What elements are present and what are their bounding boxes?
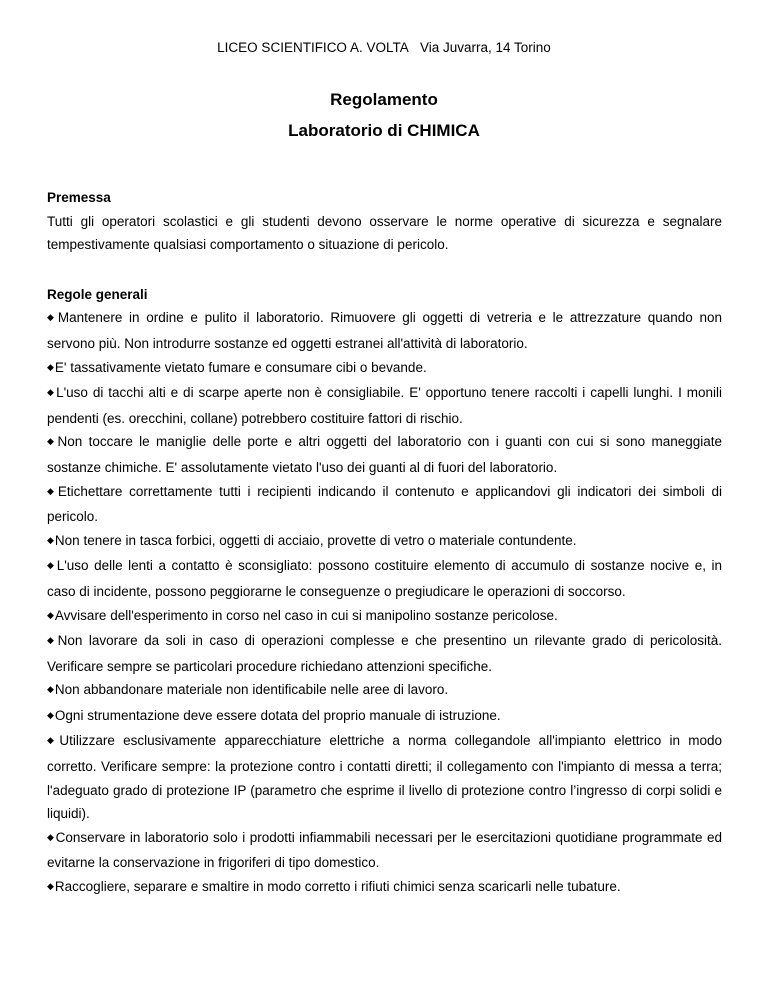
bullet-icon: ◆ <box>47 485 57 496</box>
rule-text: Non toccare le maniglie delle porte e altri oggetti del laboratorio con i guanti con cui si sono maneggiate sostanze chimiche. E' assolutamente vietato l'uso dei guanti al di fuori del laboratorio. <box>47 434 723 475</box>
rule-item <box>47 381 722 430</box>
rule-item <box>47 678 722 704</box>
rule-item <box>47 430 722 479</box>
rule-item <box>47 480 722 529</box>
document-subtitle: Laboratorio di CHIMICA <box>288 121 480 140</box>
bullet-icon: ◆ <box>47 709 54 720</box>
rule-item <box>47 729 722 825</box>
school-name: LICEO SCIENTIFICO A. VOLTA <box>217 40 409 55</box>
premessa-heading: Premessa <box>47 190 111 205</box>
bullet-icon: ◆ <box>47 831 55 842</box>
rule-text: L'uso di tacchi alti e di scarpe aperte non è consigliabile. E' opportuno tenere raccolti i capelli lunghi. I monili pendenti (es. orecchini, collane) potrebbero costituire fattori di rischio. <box>47 385 723 426</box>
document-body <box>47 186 722 901</box>
rule-text: Utilizzare esclusivamente apparecchiature elettriche a norma collegandole all'impianto elettrico in modo corretto. Verificare sempre: la protezione contro i contatti diretti; il collegamento con l'impianto di messa a terra; l'adeguato grado di protezione IP (parametro che esprime il livello di protezione contro l’ingresso di corpi solidi e liquidi). <box>47 733 723 822</box>
rule-item <box>47 356 722 382</box>
rule-item <box>47 554 722 603</box>
bullet-icon: ◆ <box>47 361 54 372</box>
bullet-icon: ◆ <box>47 534 54 545</box>
rule-text: Etichettare correttamente tutti i recipienti indicando il contenuto e applicandovi gli indicatori dei simboli di pericolo. <box>47 483 722 525</box>
bullet-icon: ◆ <box>47 387 56 398</box>
rule-text: Non tenere in tasca forbici, oggetti di acciaio, provette di vetro o materiale contundente. <box>54 532 577 548</box>
rules-list <box>47 306 722 900</box>
bullet-icon: ◆ <box>47 560 56 571</box>
bullet-icon: ◆ <box>47 684 54 695</box>
rule-text: Non lavorare da soli in caso di operazioni complesse e che presentino un rilevante grado di pericolosità. Verificare sempre se particolari procedure richiedano attenzioni specifiche. <box>47 633 722 674</box>
school-address: Via Juvarra, 14 Torino <box>419 40 551 55</box>
rule-text: Mantenere in ordine e pulito il laboratorio. Rimuovere gli oggetti di vetreria e le attrezzature quando non servono più. Non introdurre sostanze ed oggetti estranei all'attività di laboratorio. <box>47 310 722 351</box>
bullet-icon: ◆ <box>47 436 57 447</box>
rule-item <box>47 629 722 678</box>
rule-text: Ogni strumentazione deve essere dotata del proprio manuale di istruzione. <box>54 707 501 723</box>
rule-text: Conservare in laboratorio solo i prodotti infiammabili necessari per le esercitazioni quotidiane programmate ed evitarne la conservazione in frigoriferi di tipo domestico. <box>47 829 722 871</box>
document-header <box>0 40 768 55</box>
bullet-icon: ◆ <box>47 312 57 323</box>
rule-item <box>47 704 722 730</box>
premessa-text: Tutti gli operatori scolastici e gli studenti devono osservare le norme operative di sicurezza e segnalare tempestivamente qualsiasi comportamento o situazione di pericolo. <box>47 213 722 253</box>
rule-item <box>47 529 722 555</box>
regole-heading: Regole generali <box>47 286 148 302</box>
document-title: Regolamento <box>330 90 438 109</box>
bullet-icon: ◆ <box>47 609 54 620</box>
rule-item <box>47 604 722 630</box>
rule-text: L'uso delle lenti a contatto è sconsigliato: possono costituire elemento di accumulo di sostanze nocive e, in caso di incidente, possono peggiorarne le conseguenze o pregiudicare le operazioni di soccorso. <box>47 558 723 599</box>
section-spacer <box>47 257 722 283</box>
rule-text: Raccogliere, separare e smaltire in modo corretto i rifiuti chimici senza scaricarli nelle tubature. <box>54 879 621 895</box>
rule-item <box>47 875 722 901</box>
rule-text: E' tassativamente vietato fumare e consumare cibi o bevande. <box>54 359 427 375</box>
rule-text: Avvisare dell'esperimento in corso nel caso in cui si manipolino sostanze pericolose. <box>54 607 558 623</box>
rule-item <box>47 826 722 875</box>
rule-text: Non abbandonare materiale non identificabile nelle aree di lavoro. <box>54 682 449 698</box>
bullet-icon: ◆ <box>47 881 54 892</box>
rule-item <box>47 306 722 355</box>
bullet-icon: ◆ <box>47 735 59 746</box>
bullet-icon: ◆ <box>47 635 57 646</box>
